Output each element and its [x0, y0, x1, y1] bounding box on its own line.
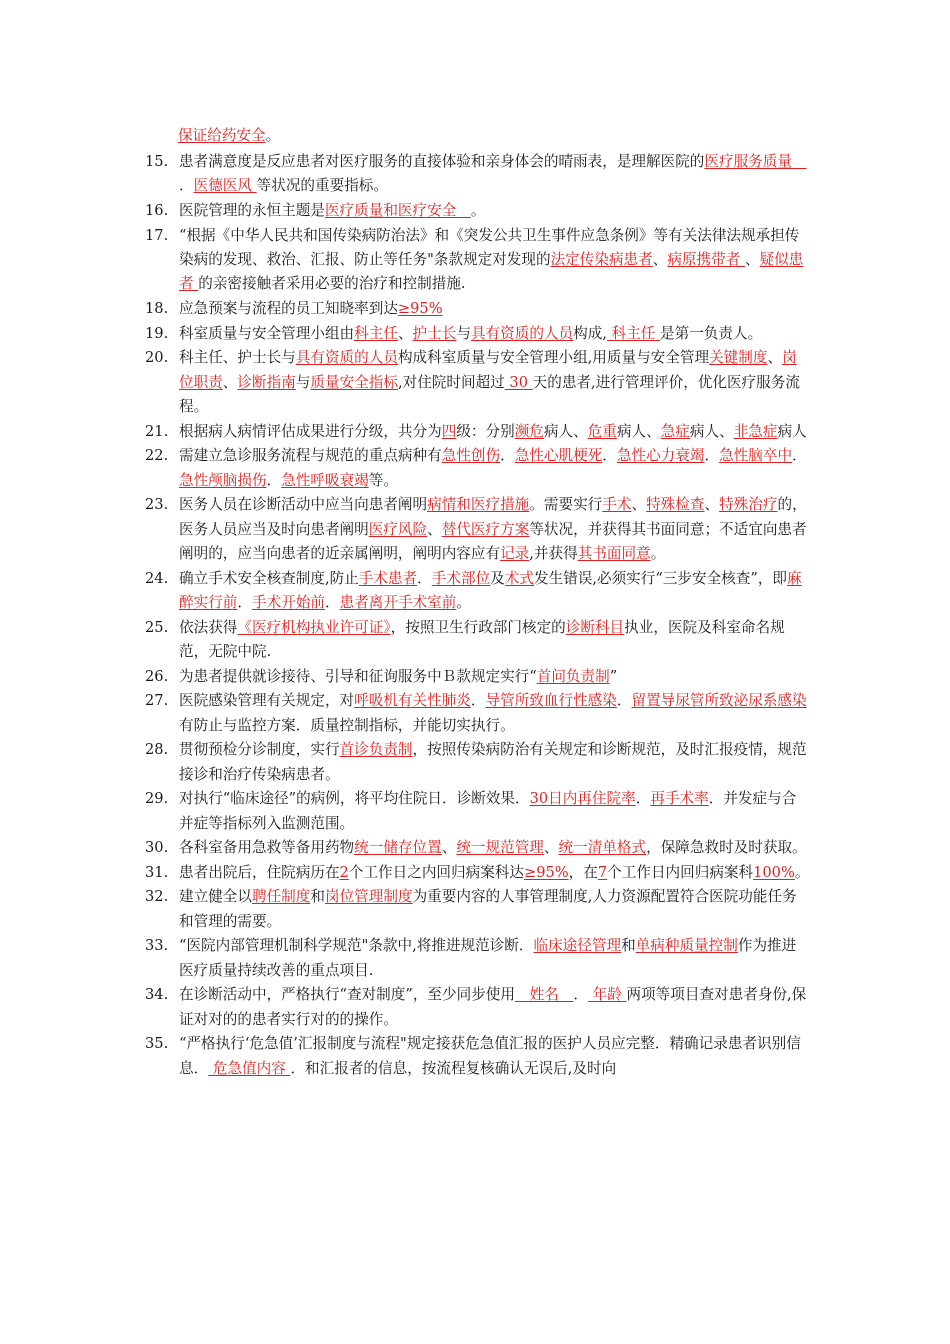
item-body — [179, 202, 486, 219]
question-item — [145, 616, 810, 665]
answer-text: 医疗质量和医疗安全 — [324, 202, 471, 219]
question-text: 发生错误,必须实行“三步安全核查”，即 — [533, 569, 788, 587]
question-text: 的亲密接触者采用必要的治疗和控制措施. — [198, 275, 466, 293]
answer-text: 急性呼吸衰竭 — [281, 471, 369, 489]
question-text: 构成, — [573, 324, 607, 342]
item-number: 21. — [145, 422, 169, 440]
question-item — [145, 150, 810, 199]
answer-text: 急症 — [660, 422, 690, 440]
answer-text: 统一储存位置 — [354, 839, 442, 857]
question-text: 、 — [222, 373, 238, 391]
question-text: 依法获得 — [179, 618, 238, 636]
item-number: 28. — [145, 741, 169, 759]
answer-text: 姓名 — [515, 986, 574, 1004]
question-item — [145, 689, 810, 738]
question-text: 为患者提供就诊接待、引导和征询服务中Ｂ款规定实行“ — [179, 667, 537, 685]
question-text: 。 — [265, 127, 281, 144]
answer-text: 科主任 — [354, 324, 398, 342]
item-body — [179, 888, 797, 929]
question-text: ． — [266, 471, 282, 489]
item-body — [179, 1035, 801, 1076]
item-number: 34. — [145, 986, 169, 1004]
item-body — [179, 496, 807, 562]
question-text: 、 — [631, 496, 647, 514]
answer-text: 单病种质量控制 — [635, 937, 738, 955]
question-list — [145, 150, 810, 1081]
answer-text: 手术 — [602, 496, 632, 514]
question-text: 。 — [650, 545, 666, 562]
answer-text: 100% — [753, 863, 795, 881]
question-text: 个工作日之内回归病案科达 — [348, 863, 524, 881]
answer-text: 年龄 — [588, 986, 627, 1004]
question-item — [145, 420, 810, 444]
answer-text: ≥95% — [523, 863, 569, 881]
answer-text: 统一清单格式 — [558, 839, 647, 857]
question-text: ,对住院时间超过 — [397, 373, 505, 391]
question-text: ，保障急救时及时获取。 — [646, 839, 807, 857]
answer-text: 2 — [339, 863, 349, 881]
question-text: 应急预案与流程的员工知晓率到达 — [179, 300, 398, 317]
item-body — [179, 300, 443, 317]
answer-text: 术式 — [504, 569, 534, 587]
question-text: ． — [704, 447, 720, 465]
item-body — [179, 570, 802, 611]
answer-text: 濒危 — [514, 422, 544, 440]
item-number: 15. — [145, 153, 169, 170]
item-number: 19. — [145, 324, 169, 342]
item-body — [179, 839, 807, 856]
answer-text: 首问负责制 — [536, 667, 610, 685]
question-item — [145, 787, 810, 836]
answer-text: 记录 — [500, 545, 530, 562]
item-number: 30. — [145, 839, 169, 857]
answer-text: ≥95% — [397, 300, 443, 317]
question-text: 、 — [744, 251, 760, 268]
question-text: ，按照传染病防治有关规定和诊断规范，及时汇报疫情，规范接诊和治疗传染病患者。 — [179, 741, 807, 783]
answer-text: 麻醉实行前 — [179, 569, 802, 611]
question-text: “根据《中华人民共和国传染病防治法》和《突发公共卫生事件应急条例》等有关法律法规承担传染病的发现、救治、汇报、防止等任务"条款规定对发现的 — [179, 226, 800, 268]
question-text: 医务人员在诊断活动中应当向患者阐明 — [179, 496, 428, 514]
answer-text: 保证给药安全 — [178, 127, 266, 144]
question-text: 。需要实行 — [529, 496, 603, 514]
question-text: 。 — [470, 202, 486, 219]
question-text: 、 — [441, 839, 457, 857]
answer-text: 四 — [441, 422, 457, 440]
item-number: 18. — [145, 300, 169, 317]
question-item — [145, 297, 810, 321]
question-text: 、 — [767, 349, 783, 367]
answer-text: 急性颅脑损伤 — [179, 471, 267, 489]
question-text: 有防止与监控方案．质量控制指标，并能切实执行。 — [179, 716, 515, 734]
question-text: ． — [500, 447, 515, 465]
question-item — [145, 885, 810, 934]
question-text: ．和汇报者的信息，按流程复核确认无误后,及时向 — [290, 1059, 617, 1077]
question-text: 执业，医院及科室命名规范，无院中院. — [179, 618, 785, 660]
question-text: ．并发症与合并症等指标列入监测范围。 — [179, 790, 797, 832]
answer-text: 疑似患者 — [179, 251, 804, 293]
question-text: “医院内部管理机制科学规范"条款中,将推进规范诊断． — [179, 937, 534, 955]
question-text: ． — [470, 692, 486, 710]
question-text: 贯彻预检分诊制度，实行 — [179, 741, 340, 759]
answer-text: 岗位职责 — [179, 349, 797, 391]
item-number: 23. — [145, 496, 169, 514]
item-number: 24. — [145, 569, 169, 587]
question-text: 各科室备用急救等备用药物 — [179, 839, 355, 857]
question-text: 患者满意度是反应患者对医疗服务的直接体验和亲身体会的晴雨表，是理解医院的 — [179, 153, 705, 170]
question-text: 病人 — [777, 422, 807, 440]
question-text: 确立手术安全核查制度,防止 — [179, 569, 359, 587]
question-item — [145, 493, 810, 566]
item-number: 26. — [145, 667, 169, 685]
item-body — [179, 668, 617, 685]
question-text: 作为推进医疗质量持续改善的重点项目. — [179, 937, 797, 979]
answer-text: 危急值内容 — [208, 1059, 291, 1077]
item-number: 31. — [145, 863, 169, 881]
question-text: 在诊断活动中，严格执行“查对制度”，至少同步使用 — [179, 986, 515, 1004]
question-text: 及 — [490, 569, 505, 587]
answer-text: 诊断指南 — [237, 373, 296, 391]
question-item — [145, 224, 810, 297]
answer-text: 手术部位 — [431, 569, 491, 587]
question-text: ． — [573, 986, 588, 1004]
question-text: 和 — [621, 937, 636, 955]
question-text: 、 — [427, 520, 442, 538]
question-text: 级：分别 — [456, 422, 515, 440]
question-text: ． — [237, 594, 252, 611]
question-text: 病人、 — [543, 422, 588, 440]
item-body — [179, 619, 785, 660]
item-body — [179, 790, 796, 831]
question-text: 两项等项目查对患者身份,保证对对的的患者实行对的的操作。 — [179, 986, 807, 1028]
question-text: 科室质量与安全管理小组由 — [179, 324, 355, 342]
answer-text: 呼吸机有关性肺炎 — [354, 692, 471, 710]
answer-text: 急性脑卒中 — [719, 447, 793, 465]
question-text: 等状况的重要指标。 — [256, 177, 388, 195]
answer-text: 留置导尿管所致泌尿系感染 — [631, 692, 807, 710]
item-number: 32. — [145, 888, 169, 906]
item-number: 29. — [145, 790, 169, 808]
question-text: ． — [792, 447, 807, 465]
answer-text: 手术开始前 — [252, 594, 325, 611]
question-item — [145, 836, 810, 860]
item-body — [179, 325, 762, 342]
question-text: ，按照卫生行政部门核定的 — [390, 618, 566, 636]
question-text: 是第一负责人。 — [660, 324, 763, 342]
answer-text: 急性心肌梗死 — [514, 447, 603, 465]
question-item — [145, 1032, 810, 1081]
item-number: 22. — [145, 447, 169, 465]
answer-text: 《医疗机构执业许可证》 — [237, 618, 391, 636]
question-text: 等状况，并获得其书面同意；不适宜向患者阐明的，应当向患者的近亲属阐明，阐明内容应有 — [179, 520, 807, 562]
item-number: 33. — [145, 937, 169, 955]
question-text: 医院管理的永恒主题是 — [179, 202, 325, 219]
question-text: 、 — [652, 251, 668, 268]
question-text: ． — [324, 594, 340, 611]
answer-text: 导管所致血行性感染 — [485, 692, 617, 710]
question-text: 个工作日内回归病案科 — [607, 863, 754, 881]
answer-text: 病情和医疗措施 — [427, 496, 530, 514]
answer-text: 急性心力衰竭 — [616, 447, 705, 465]
question-text: ． — [635, 790, 651, 808]
question-text: ． — [616, 692, 632, 710]
question-text: 和 — [310, 888, 325, 906]
answer-text: 具有资质的人员 — [295, 349, 398, 367]
question-text: ． — [179, 177, 194, 195]
item-number: 25. — [145, 618, 169, 636]
question-item — [145, 199, 810, 223]
item-body — [179, 153, 807, 194]
question-item — [145, 861, 810, 885]
answer-text: 聘任制度 — [251, 888, 311, 906]
question-item — [145, 322, 810, 346]
question-item — [145, 567, 810, 616]
item-body — [179, 741, 807, 782]
answer-text: 质量安全指标 — [310, 373, 398, 391]
answer-text: 30 — [504, 373, 533, 391]
answer-text: 替代医疗方案 — [441, 520, 530, 538]
item-body — [179, 423, 807, 440]
answer-text: 7 — [597, 863, 608, 881]
answer-text: 岗位管理制度 — [324, 888, 413, 906]
answer-text: 诊断科目 — [565, 618, 625, 636]
answer-text: 医疗服务质量 — [704, 153, 807, 170]
question-text: 的，医务人员应当及时向患者阐明 — [179, 496, 807, 538]
answer-text: 再手术率 — [650, 790, 709, 808]
answer-text: 首诊负责制 — [339, 741, 413, 759]
question-text: 、 — [704, 496, 720, 514]
answer-text: 特殊检查 — [646, 496, 705, 514]
question-text: 天的患者,进行管理评价，优化医疗服务流程。 — [179, 373, 800, 415]
answer-text: 特殊治疗 — [719, 496, 778, 514]
question-item — [145, 665, 810, 689]
question-item — [145, 738, 810, 787]
item-body — [179, 692, 807, 733]
answer-text: 统一规范管理 — [456, 839, 544, 857]
answer-text: 急性创伤 — [441, 447, 501, 465]
question-text: 构成科室质量与安全管理小组,用质量与安全管理 — [397, 349, 710, 367]
item-body — [179, 227, 803, 293]
question-item — [145, 346, 810, 419]
continuation-line — [178, 124, 808, 148]
question-text: 需建立急诊服务流程与规范的重点病种有 — [179, 447, 442, 465]
answer-text: 危重 — [587, 422, 617, 440]
item-body — [179, 349, 800, 415]
question-text: 患者出院后，住院病历在 — [179, 863, 340, 881]
question-text: 与 — [456, 324, 471, 342]
item-number: 20. — [145, 349, 169, 367]
item-body — [179, 447, 807, 488]
question-text: 、 — [543, 839, 559, 857]
item-number: 35. — [145, 1035, 169, 1053]
question-text: ” — [609, 667, 618, 685]
answer-text: 非急症 — [733, 422, 778, 440]
question-text: ，在 — [568, 863, 598, 881]
item-number: 27. — [145, 692, 169, 710]
question-item — [145, 983, 810, 1032]
question-text: ． — [602, 447, 617, 465]
question-text: 为重要内容的人事管理制度,人力资源配置符合医院功能任务和管理的需要。 — [179, 888, 797, 930]
answer-text: 手术患者 — [358, 569, 418, 587]
question-text: 等。 — [368, 471, 398, 489]
question-text: “严格执行‘危急值’汇报制度与流程"规定接获危急值汇报的医护人员应完整．精确记录患者识别信息． — [179, 1035, 801, 1077]
answer-text: 其书面同意 — [577, 545, 651, 562]
answer-text: 关键制度 — [709, 349, 768, 367]
answer-text: 医德医风 — [193, 177, 257, 195]
item-body — [179, 986, 806, 1027]
question-item — [145, 444, 810, 493]
item-body — [179, 937, 796, 978]
question-text: 病人、 — [616, 422, 661, 440]
question-text: 。 — [456, 594, 471, 611]
item-number: 16. — [145, 202, 169, 219]
question-item — [145, 934, 810, 983]
question-text: 对执行“临床途径”的病例，将平均住院日．诊断效果． — [179, 790, 530, 808]
answer-text: 护士长 — [412, 324, 457, 342]
question-text: 建立健全以 — [179, 888, 252, 906]
question-text: ,并获得 — [529, 545, 578, 562]
answer-text: 病原携带者 — [667, 251, 745, 268]
question-text: 、 — [397, 324, 413, 342]
answer-text: 具有资质的人员 — [470, 324, 574, 342]
answer-text: 科主任 — [606, 324, 661, 342]
question-text: 病人、 — [689, 422, 734, 440]
answer-text: 法定传染病患者 — [550, 251, 653, 268]
question-text: 。 — [794, 863, 810, 881]
answer-text: 医疗风险 — [368, 520, 428, 538]
question-text: 科主任、护士长与 — [179, 349, 296, 367]
question-text: ． — [417, 569, 432, 587]
item-body — [179, 864, 809, 881]
question-text: 根据病人病情评估成果进行分级，共分为 — [179, 422, 442, 440]
answer-text: 患者离开手术室前 — [339, 594, 457, 611]
answer-text: 30日内再住院率 — [529, 790, 636, 808]
question-text: 医院感染管理有关规定，对 — [179, 692, 355, 710]
item-number: 17. — [145, 226, 169, 244]
answer-text: 临床途径管理 — [533, 937, 622, 955]
question-text: 与 — [295, 373, 311, 391]
